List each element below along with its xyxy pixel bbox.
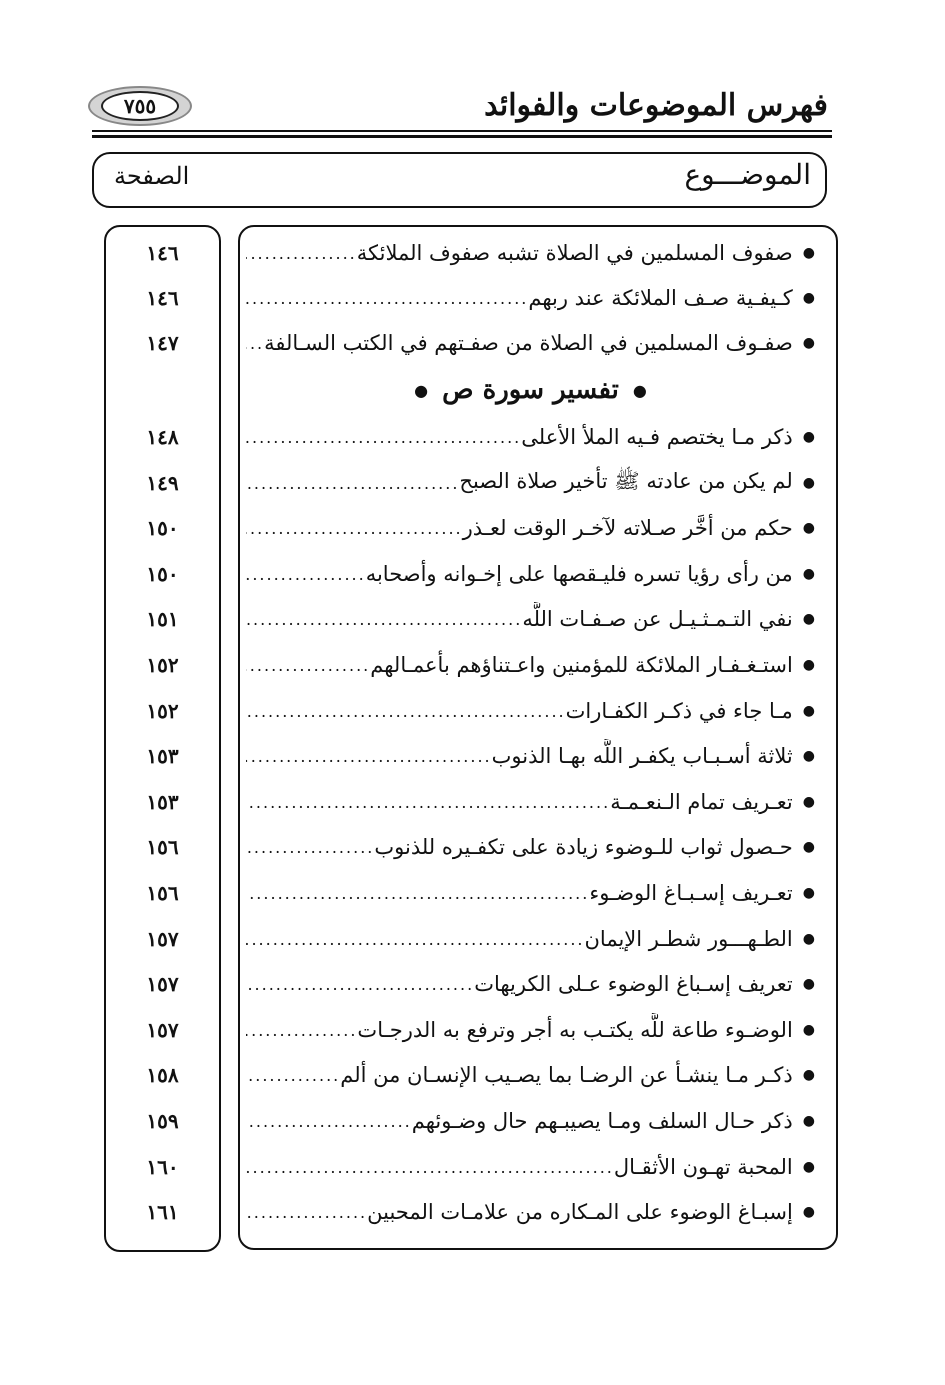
entry-page: ١٦٠ [146,1155,179,1179]
bullet-icon: ● [414,380,429,400]
index-entry [246,739,815,773]
entry-page: ١٥٩ [146,1109,179,1133]
index-entry [246,557,815,591]
bullet-icon: ● [802,475,815,491]
index-entry [246,876,815,910]
entry-title: الطـهـــور شطـر الإيمان [584,927,793,951]
bullet-icon: ● [802,885,815,901]
entry-page: ١٥٠ [146,516,179,540]
entry-title: تعـريف إسـبـاغ الوضـوء [589,881,793,905]
index-entry [246,1150,815,1184]
index-entry [246,420,815,454]
bullet-icon: ● [802,520,815,536]
entry-page: ١٥٦ [146,835,179,859]
column-header [92,152,827,208]
bullet-icon: ● [632,380,647,400]
entry-title: نفي التـمـثـيـل عن صـفـات اللَّه [522,607,793,631]
page-number-badge [88,86,192,126]
entry-page: ١٥٧ [146,1018,179,1042]
entry-title: صفـوف المسلمين في الصلاة من صفـتهم في الكتب السـالفة [264,331,793,355]
dot-leader [246,610,522,629]
bullet-icon: ● [802,748,815,764]
bullet-icon: ● [802,839,815,855]
bullet-icon: ● [802,657,815,673]
entry-page: ١٥٧ [146,972,179,996]
section-heading [246,370,815,410]
dot-leader [246,702,566,721]
page-number: ٧٥٥ [101,91,179,121]
dot-leader [246,519,463,538]
index-entry [246,236,815,270]
dot-leader [246,1203,367,1222]
index-entry [246,1104,815,1138]
dot-leader [246,930,585,949]
index-entry [246,922,815,956]
dot-leader [246,334,264,353]
index-entry [246,1058,815,1092]
entry-page: ١٤٨ [146,425,179,449]
entry-title: من رأى رؤيا تسره فليـقصها على إخـوانه وأصحابه [365,562,793,586]
index-entry [246,1195,815,1229]
entry-title: الوضـوء طاعة للَّه يكتـب به أجر وترفع به الدرجـات [357,1018,793,1042]
bullet-icon: ● [802,794,815,810]
entry-title: تعـريف تمام الـنعـمـة [610,790,793,814]
entry-title: صفوف المسلمين في الصلاة تشبه صفوف الملائكة [356,241,793,265]
index-entry [246,648,815,682]
entry-page: ١٥٢ [146,699,179,723]
header-divider [92,130,832,132]
entry-title: تعريف إسـباغ الوضوء عـلى الكريهات [474,972,793,996]
entry-title: إسبـاغ الوضوء على المـكاره من علامـات المحبين [367,1200,793,1224]
dot-leader [246,1066,340,1085]
entry-title: حـصول ثواب للـوضوء زيادة على تكفـيره للذنوب [374,835,793,859]
topic-column-label: الموضـــوع [684,158,811,191]
entry-page: ١٥٧ [146,927,179,951]
header-divider-thick [92,135,832,138]
dot-leader [246,975,474,994]
index-entry [246,602,815,636]
entry-title: مـا جاء في ذكـر الكفـارات [565,699,793,723]
entry-page: ١٤٦ [146,241,179,265]
dot-leader [246,1021,357,1040]
entry-title: حكم من أخَّر صـلاته لآخـر الوقت لعـذر [462,516,793,540]
entry-page: ١٦١ [146,1200,179,1224]
running-title: فهرس الموضوعات والفوائد [484,88,828,123]
bullet-icon: ● [802,1113,815,1129]
entry-page: ١٥١ [146,607,179,631]
dot-leader [246,747,492,766]
index-entry [246,694,815,728]
entry-page: ١٥٢ [146,653,179,677]
bullet-icon: ● [802,611,815,627]
index-entry [246,785,815,819]
entry-page: ١٥٨ [146,1063,179,1087]
bullet-icon: ● [802,429,815,445]
bullet-icon: ● [802,703,815,719]
bullet-icon: ● [802,566,815,582]
entry-title: استـغـفـار الملائكة للمؤمنين واعـتناؤهم بأعمـالهم [370,653,793,677]
entry-page: ١٥٠ [146,562,179,586]
page-header [88,82,828,132]
index-entry [246,326,815,360]
bullet-icon: ● [802,976,815,992]
dot-leader [246,884,589,903]
index-entry [246,1013,815,1047]
bullet-icon: ● [802,1022,815,1038]
entry-page: ١٥٣ [146,790,179,814]
bullet-icon: ● [802,1067,815,1083]
entry-title: لم يكن من عادته ﷺ تأخير صلاة الصبح [459,468,793,493]
index-entry [246,511,815,545]
entry-page: ١٤٩ [146,471,179,495]
dot-leader [246,244,357,263]
entry-title: ذكر حـال السلف ومـا يصيبـهم حال وضـوئهم [411,1109,793,1133]
dot-leader [246,793,610,812]
entry-page: ١٤٦ [146,286,179,310]
bullet-icon: ● [802,245,815,261]
entry-title: ذكر مـا يختصم فـيه الملأ الأعلى [521,425,793,449]
bullet-icon: ● [802,1204,815,1220]
dot-leader [246,428,521,447]
entry-page: ١٥٦ [146,881,179,905]
index-entry [246,967,815,1001]
page-column-label: الصفحة [114,162,190,190]
dot-leader [246,1112,412,1131]
index-entry [246,281,815,315]
entry-title: ذكـر مـا ينشـأ عن الرضـا بما يصـيب الإنسـان من ألم [340,1063,793,1087]
section-title: تفسير سورة ص [442,375,619,405]
dot-leader [246,656,370,675]
entry-title: كـيفـية صـف الملائكة عند ربهم [528,286,793,310]
entry-title: ثلاثة أسـبـاب يكفـر اللَّه بهـا الذنوب [491,744,793,768]
index-entry [246,830,815,864]
entry-page: ١٥٣ [146,744,179,768]
entry-title: المحبة تهـون الأثقـال [613,1155,793,1179]
dot-leader [246,1158,614,1177]
dot-leader [246,474,459,493]
dot-leader [246,565,366,584]
bullet-icon: ● [802,931,815,947]
dot-leader [246,289,528,308]
bullet-icon: ● [802,290,815,306]
entry-page: ١٤٧ [146,331,179,355]
dot-leader [246,838,374,857]
bullet-icon: ● [802,1159,815,1175]
bullet-icon: ● [802,335,815,351]
index-entry [246,466,815,500]
